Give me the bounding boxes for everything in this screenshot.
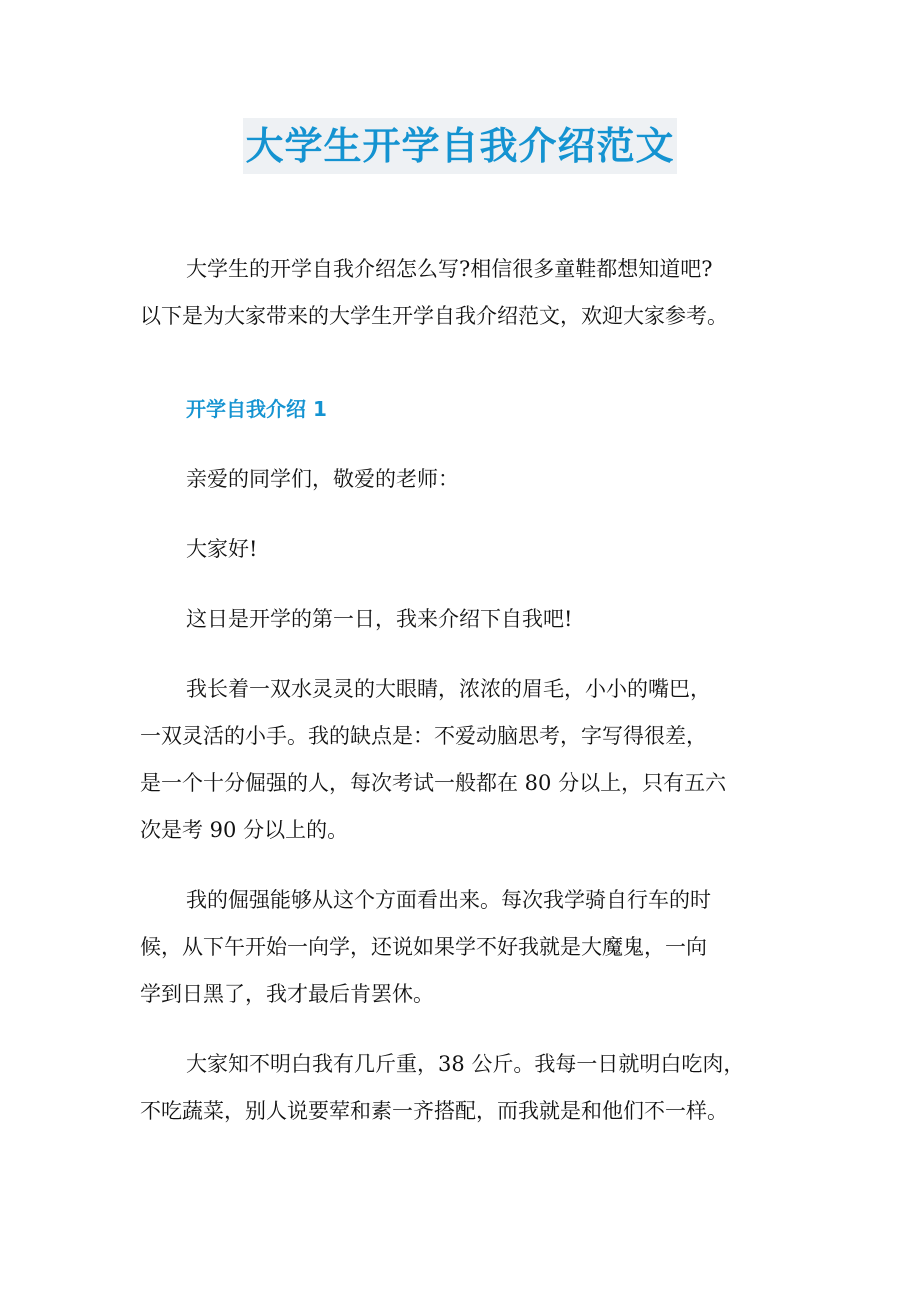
paragraph-appearance-line-2: 一双灵活的小手。我的缺点是：不爱动脑思考，字写得很差，: [140, 724, 707, 748]
paragraph-weight-line-2: 不吃蔬菜，别人说要荤和素一齐搭配，而我就是和他们不一样。: [140, 1099, 728, 1123]
section-heading: 开学自我介绍 1: [186, 397, 327, 421]
paragraph-hello: 大家好!: [186, 537, 258, 561]
title-container: [0, 118, 920, 174]
paragraph-weight-line-1: 大家知不明白我有几斤重，38 公斤。我每一日就明白吃肉，: [186, 1052, 745, 1076]
intro-line-1: 大学生的开学自我介绍怎么写?相信很多童鞋都想知道吧?: [186, 257, 713, 281]
paragraph-stubborn-line-3: 学到日黑了，我才最后肯罢休。: [140, 982, 434, 1006]
document-body: [140, 246, 790, 1135]
paragraph-stubborn-line-1: 我的倔强能够从这个方面看出来。每次我学骑自行车的时: [186, 888, 711, 912]
paragraph-appearance-line-1: 我长着一双水灵灵的大眼睛，浓浓的眉毛，小小的嘴巴，: [186, 677, 711, 701]
paragraph-stubborn-line-2: 候，从下午开始一向学，还说如果学不好我就是大魔鬼，一向: [140, 935, 707, 959]
intro-line-2: 以下是为大家带来的大学生开学自我介绍范文，欢迎大家参考。: [140, 304, 728, 328]
paragraph-greeting: 亲爱的同学们，敬爱的老师：: [186, 467, 459, 491]
paragraph-appearance-line-4: 次是考 90 分以上的。: [140, 818, 349, 842]
paragraph-appearance-line-3: 是一个十分倔强的人，每次考试一般都在 80 分以上，只有五六: [140, 771, 727, 795]
paragraph-first-day: 这日是开学的第一日，我来介绍下自我吧!: [186, 607, 573, 631]
document-title: 大学生开学自我介绍范文: [243, 118, 676, 174]
